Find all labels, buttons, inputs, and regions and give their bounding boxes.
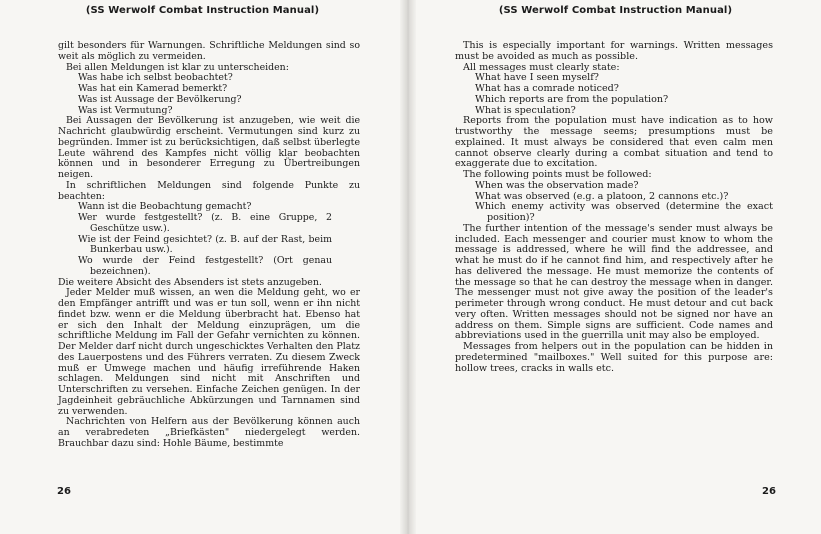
state-list [455, 73, 773, 116]
points-list [455, 181, 773, 224]
paragraph: Die weitere Absicht des Absenders ist stets anzugeben. [58, 276, 322, 288]
paragraph: The further intention of the message's sender must always be included. Each messenger and courier must know to whom the message is addressed, where he will find the addressee, and what he must do if he cannot find him, and respectively after he has delivered the message. He must memorize the contents of the message so that he can destroy the message when in danger. The messenger must not give away the position of the leader's perimeter through wrong conduct. He must detour and cut back very often. Written messages should not be signed nor have an address on them. Simple signs are sufficient. Code names and abbreviations used in the guerrilla unit may also be employed. [455, 222, 773, 342]
left-page-header: (SS Werwolf Combat Instruction Manual) [85, 5, 320, 16]
paragraph: gilt besonders für Warnungen. Schriftliche Meldungen sind so weit als möglich zu vermeiden. [58, 40, 360, 62]
list-item: Was ist Aussage der Bevölkerung? [78, 93, 242, 105]
list-item: Was habe ich selbst beobachtet? [78, 72, 233, 84]
distinguish-list [58, 73, 360, 116]
left-page-number: 26 [57, 486, 71, 497]
paragraph: Bei Aussagen der Bevölkerung ist anzugeben, wie weit die Nachricht glaubwürdig erscheint. Vermutungen sind kurz zu begründen. Immer ist zu berücksichtigen, daß selbst überlegte Leute während des Kampfes nicht völlig klar beobachten können und in besonderer Erregung zu Übertreibungen neigen. [58, 115, 360, 180]
paragraph: This is especially important for warnings. Written messages must be avoided as much as possible. [455, 40, 773, 62]
list-item: Which reports are from the population? [475, 93, 669, 105]
right-page-header: (SS Werwolf Combat Instruction Manual) [498, 5, 733, 16]
list-item: Wie ist der Feind gesichtet? (z. B. auf der Rast, beim Bunkerbau usw.). [78, 233, 332, 256]
state-intro: All messages must clearly state: [463, 61, 620, 73]
list-item: What is speculation? [475, 104, 576, 116]
paragraph: Messages from helpers out in the population can be hidden in predetermined "mailboxes." Well suited for this purpose are: hollow trees, cracks in walls etc. [455, 341, 773, 374]
points-intro: The following points must be followed: [463, 169, 652, 180]
list-item: Wann ist die Beobachtung gemacht? [78, 201, 252, 213]
list-item: Was ist Vermutung? [78, 104, 173, 116]
points-list [58, 202, 360, 277]
right-page-number: 26 [762, 486, 776, 497]
right-page-body [455, 41, 773, 374]
list-item: Which enemy activity was observed (determine the exact position)? [475, 201, 773, 223]
paragraph: Reports from the population must have indication as to how trustworthy the message seems; presumptions must be explained. It must always be considered that even calm men cannot observe clearly during a combat situation and tend to exaggerate due to excitation. [455, 115, 773, 170]
list-item: When was the observation made? [475, 179, 639, 191]
paragraph: Nachrichten von Helfern aus der Bevölkerung können auch an verabredeten „Briefkästen" niedergelegt werden. Brauchbar dazu sind: Hohle Bäume, bestimmte [58, 416, 360, 449]
distinguish-intro: Bei allen Meldungen ist klar zu unterscheiden: [66, 61, 289, 73]
points-intro: In schriftlichen Meldungen sind folgende Punkte zu beachten: [58, 179, 360, 202]
list-item: Wer wurde festgestellt? (z. B. eine Gruppe, 2 Geschütze usw.). [78, 212, 332, 234]
list-item: Was hat ein Kamerad bemerkt? [78, 83, 228, 94]
list-item: What was observed (e.g. a platoon, 2 cannons etc.)? [475, 190, 729, 202]
list-item: Wo wurde der Feind festgestellt? (Ort genau bezeichnen). [78, 255, 332, 277]
paragraph: Jeder Melder muß wissen, an wen die Meldung geht, wo er den Empfänger antrifft und was er tun soll, wenn er ihn nicht findet bzw. wenn er die Meldung überbracht hat. Ebenso hat er sich den Inhalt der Meldung einzuprägen, um die schriftliche Meldung im Fall der Gefahr vernichten zu können. Der Melder darf nicht durch ungeschicktes Verhalten den Platz des Lauerpostens und des Führers verraten. Zu diesem Zweck muß er Umwege machen und häufig irreführende Haken schlagen. Meldungen sind nicht mit Anschriften und Unterschriften zu versehen. Einfache Zeichen genügen. In der Jagdeinheit gebräuchliche Abkürzungen und Tarnnamen sind zu verwenden. [58, 287, 360, 417]
list-item: What have I seen myself? [475, 72, 599, 84]
book-gutter [400, 0, 416, 534]
left-page-body [58, 41, 360, 450]
list-item: What has a comrade noticed? [475, 83, 619, 94]
